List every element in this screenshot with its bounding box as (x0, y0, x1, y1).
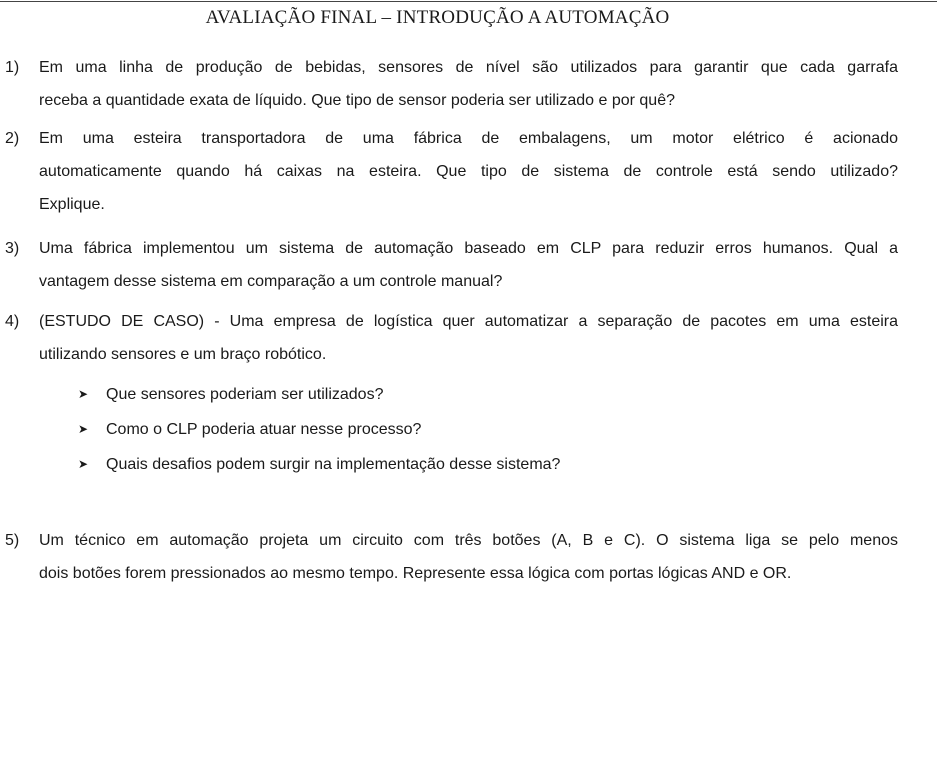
question-1 (5, 51, 898, 117)
arrow-bullet-icon: ➤ (78, 422, 89, 436)
page-title: AVALIAÇÃO FINAL – INTRODUÇÃO A AUTOMAÇÃO (205, 7, 670, 28)
question-text-line: Uma fábrica implementou um sistema de automação baseado em CLP para reduzir erros humanos. Qual a (39, 240, 898, 257)
question-4 (5, 305, 898, 371)
question-number: 1) (5, 59, 20, 76)
question-number: 2) (5, 130, 20, 147)
bullet-text: Que sensores poderiam ser utilizados? (106, 386, 384, 403)
question-text-line: automaticamente quando há caixas na esteira. Que tipo de sistema de controle está sendo utilizado? (39, 163, 898, 180)
list-item (78, 377, 560, 412)
question-text-line: Em uma linha de produção de bebidas, sensores de nível são utilizados para garantir que cada garrafa (39, 59, 898, 76)
question-text-line: (ESTUDO DE CASO) - Uma empresa de logística quer automatizar a separação de pacotes em uma esteira (39, 313, 898, 330)
question-text-line: Em uma esteira transportadora de uma fábrica de embalagens, um motor elétrico é acionado (39, 130, 898, 147)
arrow-bullet-icon: ➤ (78, 387, 89, 401)
arrow-bullet-icon: ➤ (78, 457, 89, 471)
bullet-text: Quais desafios podem surgir na implementação desse sistema? (106, 456, 561, 473)
bullet-text: Como o CLP poderia atuar nesse processo? (106, 421, 422, 438)
question-text-line: Um técnico em automação projeta um circuito com três botões (A, B e C). O sistema liga se pelo menos (39, 532, 898, 549)
question-2 (5, 122, 898, 221)
question-number: 4) (5, 313, 20, 330)
list-item (78, 412, 560, 447)
question-text-line: utilizando sensores e um braço robótico. (39, 346, 327, 363)
question-3 (5, 232, 898, 298)
question-text-line: receba a quantidade exata de líquido. Que tipo de sensor poderia ser utilizado e por quê? (39, 92, 675, 109)
question-5 (5, 524, 898, 590)
question-4-bullet-list (78, 377, 560, 482)
question-number: 3) (5, 240, 20, 257)
top-rule (0, 1, 937, 2)
question-text-line: vantagem desse sistema em comparação a um controle manual? (39, 273, 503, 290)
question-number: 5) (5, 532, 20, 549)
question-text-line: Explique. (39, 196, 105, 213)
list-item (78, 447, 560, 482)
question-text-line: dois botões forem pressionados ao mesmo tempo. Represente essa lógica com portas lógicas AND e OR. (39, 565, 792, 582)
